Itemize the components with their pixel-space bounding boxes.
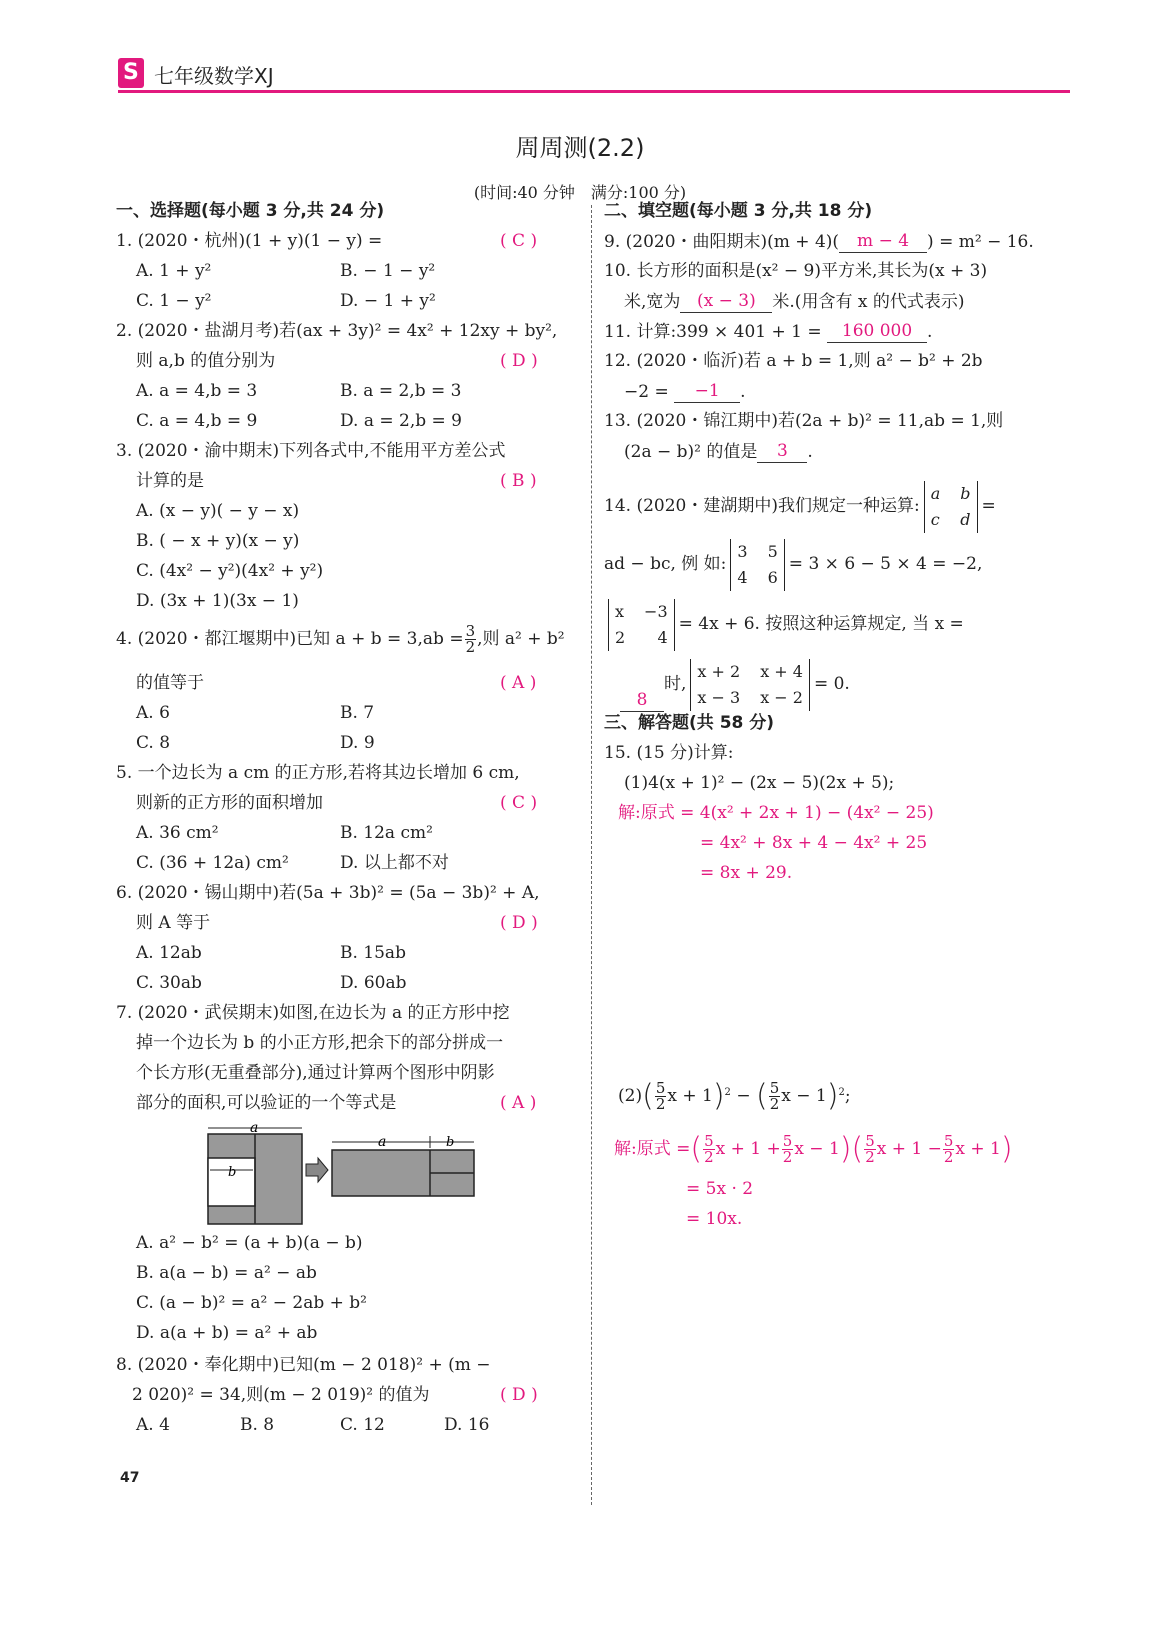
q7-stem-line3: 个长方形(无重叠部分),通过计算两个图形中阴影: [136, 1063, 495, 1083]
q15-solution1-line3: = 8x + 29.: [700, 863, 793, 883]
q5-option-b: B. 12a cm²: [340, 823, 433, 843]
q7-stem-line1: 7. (2020・武侯期末)如图,在边长为 a 的正方形中挖: [116, 1003, 510, 1023]
q14-determinant-def: a b c d: [924, 481, 978, 533]
q1-option-c: C. 1 − y²: [136, 291, 212, 311]
q13-line2: (2a − b)² 的值是 3 .: [624, 441, 813, 462]
q2-stem-line2: 则 a,b 的值分别为: [136, 351, 276, 371]
q4-answer: ( A ): [500, 673, 537, 693]
q14-determinant-example: 3 5 4 6: [730, 539, 784, 591]
q2-answer: ( D ): [500, 351, 538, 371]
q2-option-a: A. a = 4,b = 3: [136, 381, 258, 401]
q6-stem-line1: 6. (2020・锡山期中)若(5a + 3b)² = (5a − 3b)² + A,: [116, 883, 540, 903]
q12-line2: −2 = −1 .: [624, 381, 746, 402]
section-solve-heading: 三、解答题(共 58 分): [604, 713, 775, 733]
q14-blank: 8: [620, 689, 664, 712]
q15-solution2-line2: = 5x · 2: [686, 1179, 754, 1199]
q12-blank: −1: [674, 380, 740, 403]
q14-determinant-x: x −3 2 4: [608, 599, 675, 651]
q2-stem-line1: 2. (2020・盐湖月考)若(ax + 3y)² = 4x² + 12xy + by²,: [116, 321, 558, 341]
header-title: 七年级数学XJ: [154, 64, 274, 88]
q5-option-c: C. (36 + 12a) cm²: [136, 853, 289, 873]
q1-option-d: D. − 1 + y²: [340, 291, 436, 311]
q5-option-a: A. 36 cm²: [136, 823, 219, 843]
q15-head: 15. (15 分)计算:: [604, 743, 734, 763]
q15-solution2-line3: = 10x.: [686, 1209, 743, 1229]
page-number: 47: [120, 1470, 140, 1486]
page-subtitle: (时间:40 分钟 满分:100 分): [473, 183, 687, 202]
q13-line1: 13. (2020・锦江期中)若(2a + b)² = 11,ab = 1,则: [604, 411, 1004, 431]
q7-answer: ( A ): [500, 1093, 537, 1113]
q7-option-d: D. a(a + b) = a² + ab: [136, 1323, 318, 1343]
q9-blank: m − 4: [839, 230, 927, 253]
header-rule: [118, 90, 1070, 93]
q6-option-a: A. 12ab: [136, 943, 202, 963]
q4-fraction: $\frac{3}{2}$: [465, 622, 476, 656]
q7-option-a: A. a² − b² = (a + b)(a − b): [136, 1233, 363, 1253]
q10-blank: (x − 3): [680, 290, 772, 313]
q2-option-c: C. a = 4,b = 9: [136, 411, 258, 431]
q2-option-d: D. a = 2,b = 9: [340, 411, 462, 431]
fig-arrow-icon: [306, 1158, 328, 1182]
q8-option-b: B. 8: [240, 1415, 275, 1435]
logo-icon: S: [118, 58, 144, 88]
q14-line2: ad − bc, 例 如: 3 5 4 6 = 3 × 6 − 5 × 4 = −2,: [604, 536, 982, 592]
section-fill-heading: 二、填空题(每小题 3 分,共 18 分): [604, 201, 873, 221]
q4-option-b: B. 7: [340, 703, 375, 723]
q8-stem-line1: 8. (2020・奉化期中)已知(m − 2 018)² + (m −: [116, 1355, 491, 1375]
q15-solution2-line1: 解:原式 =( $\frac{5}{2}$ x + 1 + $\frac{5}{2}$ x − 1)( $\frac{5}{2}$ x + 1 − $\frac{5}{2}$ x + 1): [614, 1131, 1013, 1167]
q14-line4: 8时, x + 2 x + 4 x − 3 x − 2 = 0.: [620, 656, 850, 712]
q3-option-d: D. (3x + 1)(3x − 1): [136, 591, 299, 611]
q7-stem-line2: 掉一个边长为 b 的小正方形,把余下的部分拼成一: [136, 1033, 504, 1053]
page-title: 周周测(2.2): [515, 134, 645, 162]
q14-line3: x −3 2 4 = 4x + 6. 按照这种运算规定, 当 x =: [604, 596, 964, 652]
q1-stem: 1. (2020・杭州)(1 + y)(1 − y) =: [116, 231, 383, 251]
q7-option-c: C. (a − b)² = a² − 2ab + b²: [136, 1293, 367, 1313]
q8-option-c: C. 12: [340, 1415, 385, 1435]
q2-option-b: B. a = 2,b = 3: [340, 381, 462, 401]
q7-figure: [200, 1118, 490, 1228]
q15-part2: (2)( $\frac{5}{2}$ x + 1)$^2$ − ( $\frac{5}{2}$ x − 1)$^2$;: [618, 1078, 851, 1114]
q4-stem-line2: 的值等于: [136, 673, 204, 693]
q11-blank: 160 000: [827, 320, 927, 343]
q15-part1: (1)4(x + 1)² − (2x − 5)(2x + 5);: [624, 773, 895, 793]
q13-blank: 3: [757, 440, 807, 463]
page-header: [118, 58, 1070, 92]
q9-line: 9. (2020・曲阳期末)(m + 4)( m − 4 ) = m² − 16.: [604, 231, 1034, 252]
fig-label-b2: b: [446, 1135, 455, 1150]
column-divider: [591, 205, 592, 1505]
q3-option-c: C. (4x² − y²)(4x² + y²): [136, 561, 324, 581]
q3-stem-line2: 计算的是: [136, 471, 204, 491]
q1-option-b: B. − 1 − y²: [340, 261, 436, 281]
q6-stem-line2: 则 A 等于: [136, 913, 211, 933]
q3-answer: ( B ): [500, 471, 537, 491]
q12-line1: 12. (2020・临沂)若 a + b = 1,则 a² − b² + 2b: [604, 351, 983, 371]
q1-answer: ( C ): [500, 231, 538, 251]
section-choice-heading: 一、选择题(每小题 3 分,共 24 分): [116, 201, 385, 221]
q5-stem-line2: 则新的正方形的面积增加: [136, 793, 323, 813]
q3-option-b: B. ( − x + y)(x − y): [136, 531, 300, 551]
q14-line1: 14. (2020・建湖期中)我们规定一种运算: a b c d =: [604, 478, 996, 534]
q1-option-a: A. 1 + y²: [136, 261, 212, 281]
q6-option-b: B. 15ab: [340, 943, 406, 963]
q8-option-a: A. 4: [136, 1415, 170, 1435]
q6-option-d: D. 60ab: [340, 973, 407, 993]
q3-stem-line1: 3. (2020・渝中期末)下列各式中,不能用平方差公式: [116, 441, 506, 461]
q5-stem-line1: 5. 一个边长为 a cm 的正方形,若将其边长增加 6 cm,: [116, 763, 520, 783]
q6-option-c: C. 30ab: [136, 973, 202, 993]
q8-option-d: D. 16: [444, 1415, 490, 1435]
q8-stem-line2: 2 020)² = 34,则(m − 2 019)² 的值为: [132, 1385, 430, 1405]
fig-label-a2: a: [378, 1134, 387, 1150]
q15-solution1-line2: = 4x² + 8x + 4 − 4x² + 25: [700, 833, 928, 853]
q7-option-b: B. a(a − b) = a² − ab: [136, 1263, 317, 1283]
q10-line1: 10. 长方形的面积是(x² − 9)平方米,其长为(x + 3): [604, 261, 988, 281]
q10-line2: 米,宽为 (x − 3) 米.(用含有 x 的代式表示): [624, 291, 965, 312]
q4-option-c: C. 8: [136, 733, 171, 753]
q5-answer: ( C ): [500, 793, 538, 813]
q4-stem-line1: 4. (2020・都江堰期中)已知 a + b = 3,ab = $\frac{3}{2}$ ,则 a² + b²: [116, 622, 565, 656]
fig-label-b1: b: [228, 1165, 237, 1180]
q3-option-a: A. (x − y)( − y − x): [136, 501, 300, 521]
q4-option-d: D. 9: [340, 733, 375, 753]
q4-option-a: A. 6: [136, 703, 170, 723]
q11-line: 11. 计算:399 × 401 + 1 = 160 000 .: [604, 321, 933, 342]
q7-stem-line4: 部分的面积,可以验证的一个等式是: [136, 1093, 397, 1113]
fig-label-a1: a: [250, 1120, 259, 1136]
q5-option-d: D. 以上都不对: [340, 853, 449, 873]
q14-determinant-eq: x + 2 x + 4 x − 3 x − 2: [690, 659, 810, 711]
q6-answer: ( D ): [500, 913, 538, 933]
q15-solution1-line1: 解:原式 = 4(x² + 2x + 1) − (4x² − 25): [618, 803, 934, 823]
q8-answer: ( D ): [500, 1385, 538, 1405]
